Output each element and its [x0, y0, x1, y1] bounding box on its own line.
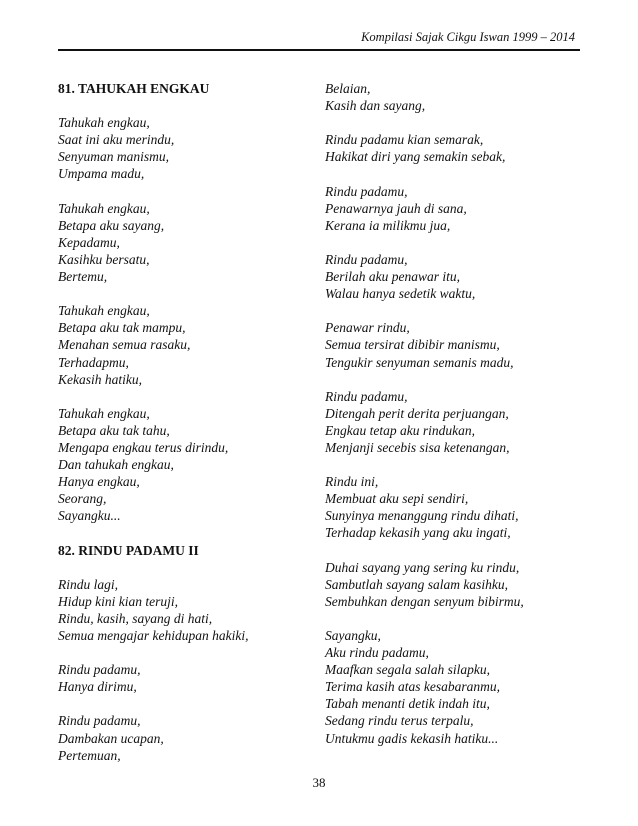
poem-line: Tengukir senyuman semanis madu, [325, 354, 514, 370]
poem-line: Hakikat diri yang semakin sebak, [325, 149, 506, 165]
poem-line: Kerana ia milikmu jua, [325, 217, 451, 233]
poem-line: Maafkan segala salah silapku, [325, 662, 490, 678]
poem-title: 81. TAHUKAH ENGKAU [58, 81, 210, 96]
poem-line: Menjanji secebis sisa ketenangan, [325, 439, 510, 455]
poem-line: Tahukah engkau, [58, 200, 150, 216]
poem-line: Dambakan ucapan, [58, 730, 164, 746]
page-number: 38 [312, 775, 326, 790]
poem-line: Berilah aku penawar itu, [325, 269, 460, 285]
stanza-gap [58, 695, 318, 712]
poem-line: Pertemuan, [58, 747, 121, 763]
poem-line: Rindu padamu, [58, 713, 141, 729]
stanza-gap [325, 114, 595, 131]
left-column [58, 80, 318, 764]
stanza-gap [58, 183, 318, 200]
poem-line: Hanya dirimu, [58, 679, 137, 695]
poem-line: Penawarnya jauh di sana, [325, 200, 467, 216]
poem-line: Betapa aku tak tahu, [58, 422, 170, 438]
poem-line: Membuat aku sepi sendiri, [325, 491, 469, 507]
poem-title: 82. RINDU PADAMU II [58, 542, 199, 558]
poem-line: Terhadapmu, [58, 354, 129, 370]
right-column [325, 80, 595, 747]
stanza-gap [325, 456, 595, 473]
stanza-gap [58, 524, 318, 541]
header-rule [58, 49, 580, 51]
poem-line: Saat ini aku merindu, [58, 132, 175, 148]
poem-line: Sambutlah sayang salam kasihku, [325, 576, 508, 592]
poem-line: Umpama madu, [58, 166, 145, 182]
stanza-gap [58, 97, 318, 114]
stanza-gap [325, 542, 595, 559]
poem-line: Mengapa engkau terus dirindu, [58, 439, 229, 455]
poem-line: Ditengah perit derita perjuangan, [325, 405, 509, 421]
poem-line: Kasih dan sayang, [325, 98, 426, 114]
poem-line: Semua tersirat dibibir manismu, [325, 337, 500, 353]
stanza-gap [58, 388, 318, 405]
poem-line: Senyuman manismu, [58, 149, 169, 165]
poem-line: Walau hanya sedetik waktu, [325, 286, 476, 302]
poem-line: Sayangku, [325, 628, 381, 643]
poem-line: Betapa aku sayang, [58, 217, 165, 233]
poem-line: Seorang, [58, 491, 107, 507]
poem-line: Tahukah engkau, [58, 405, 150, 421]
poem-line: Kekasih hatiku, [58, 371, 142, 387]
poem-line: Belaian, [325, 81, 371, 96]
stanza-gap [325, 234, 595, 251]
poem-line: Tahukah engkau, [58, 303, 150, 319]
poem-line: Sayangku... [58, 508, 121, 524]
poem-line: Sembuhkan dengan senyum bibirmu, [325, 593, 524, 609]
poem-line: Menahan semua rasaku, [58, 337, 191, 353]
poem-line: Kepadamu, [58, 234, 120, 250]
stanza-gap [325, 165, 595, 182]
poem-line: Aku rindu padamu, [325, 645, 429, 661]
poem-line: Engkau tetap aku rindukan, [325, 422, 475, 438]
stanza-gap [58, 559, 318, 576]
poem-line: Sedang rindu terus terpalu, [325, 713, 474, 729]
poem-line: Bertemu, [58, 269, 108, 285]
poem-line: Kasihku bersatu, [58, 251, 150, 267]
poem-line: Hidup kini kian teruji, [58, 593, 178, 609]
poem-line: Duhai sayang yang sering ku rindu, [325, 559, 520, 575]
stanza-gap [325, 371, 595, 388]
poem-line: Rindu padamu, [325, 183, 408, 199]
poem-line: Terhadap kekasih yang aku ingati, [325, 525, 511, 541]
stanza-gap [325, 610, 595, 627]
poem-line: Sunyinya menanggung rindu dihati, [325, 508, 519, 524]
poem-line: Penawar rindu, [325, 320, 410, 336]
poem-line: Hanya engkau, [58, 474, 140, 490]
poem-line: Rindu, kasih, sayang di hati, [58, 610, 213, 626]
stanza-gap [325, 302, 595, 319]
running-header: Kompilasi Sajak Cikgu Iswan 1999 – 2014 [361, 30, 575, 44]
stanza-gap [58, 644, 318, 661]
poem-line: Dan tahukah engkau, [58, 457, 174, 473]
poem-line: Rindu padamu kian semarak, [325, 132, 484, 148]
poem-line: Rindu ini, [325, 474, 379, 490]
poem-line: Terima kasih atas kesabaranmu, [325, 679, 501, 695]
poem-line: Rindu lagi, [58, 576, 118, 592]
poem-line: Rindu padamu, [325, 251, 408, 267]
poem-line: Betapa aku tak mampu, [58, 320, 186, 336]
poem-line: Tahukah engkau, [58, 115, 150, 131]
poem-line: Untukmu gadis kekasih hatiku... [325, 730, 499, 746]
poem-line: Semua mengajar kehidupan hakiki, [58, 628, 249, 643]
stanza-gap [58, 285, 318, 302]
poem-line: Rindu padamu, [325, 388, 408, 404]
poem-line: Tabah menanti detik indah itu, [325, 696, 490, 712]
poem-line: Rindu padamu, [58, 662, 141, 678]
